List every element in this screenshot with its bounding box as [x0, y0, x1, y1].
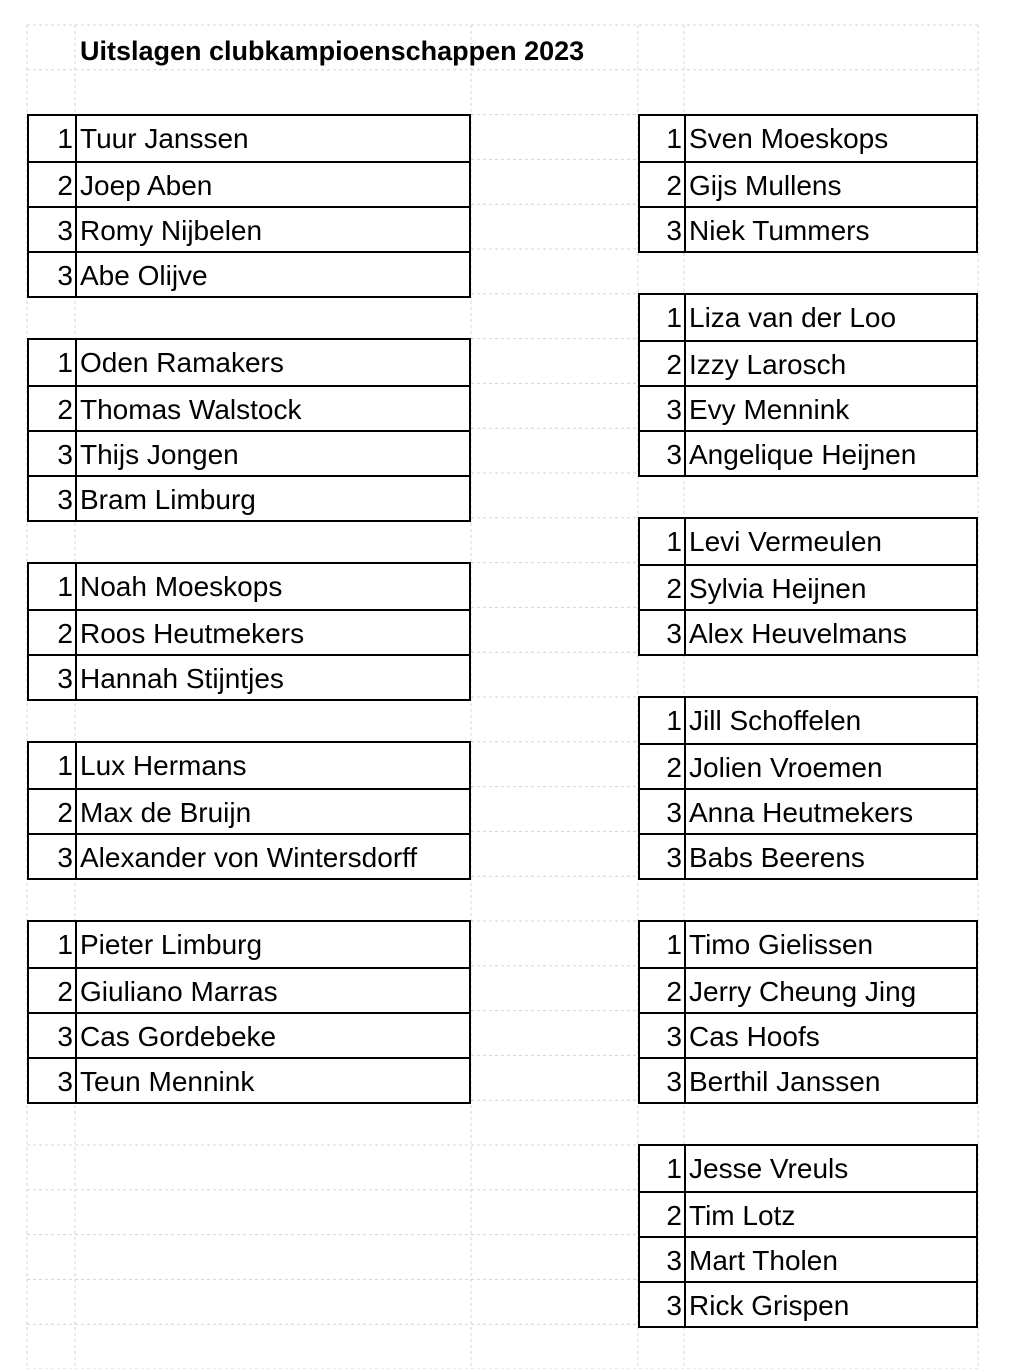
- result-row: [640, 385, 976, 430]
- player-name-cell: Angelique Heijnen: [689, 439, 917, 470]
- result-row: [29, 116, 469, 161]
- rank-cell: 2: [29, 969, 77, 1012]
- rank-cell: 3: [29, 656, 77, 699]
- player-name-cell: Gijs Mullens: [689, 170, 842, 201]
- rank-cell: 3: [640, 1283, 686, 1326]
- left-result-group: [27, 338, 471, 522]
- player-name-cell: Lux Hermans: [80, 750, 247, 781]
- rank-cell: 3: [29, 253, 77, 296]
- player-name-cell: Thomas Walstock: [80, 394, 302, 425]
- rank-cell: 3: [640, 1014, 686, 1057]
- right-result-group: [638, 1144, 978, 1328]
- left-result-group: [27, 920, 471, 1104]
- rank-cell: 3: [640, 611, 686, 654]
- rank-cell: 2: [640, 969, 686, 1012]
- right-result-group: [638, 696, 978, 880]
- result-row: [640, 967, 976, 1012]
- player-name-cell: Sylvia Heijnen: [689, 573, 867, 604]
- player-name-cell: Izzy Larosch: [689, 349, 847, 380]
- rank-cell: 2: [640, 163, 686, 206]
- result-row: [640, 788, 976, 833]
- result-row: [29, 206, 469, 251]
- player-name-cell: Cas Hoofs: [689, 1021, 820, 1052]
- right-result-group: [638, 114, 978, 253]
- rank-cell: 1: [640, 519, 686, 564]
- player-name-cell: Alex Heuvelmans: [689, 618, 907, 649]
- player-name-cell: Jill Schoffelen: [689, 705, 862, 736]
- left-result-group: [27, 562, 471, 701]
- rank-cell: 2: [29, 387, 77, 430]
- player-name-cell: Babs Beerens: [689, 842, 865, 873]
- result-row: [29, 475, 469, 520]
- rank-cell: 3: [640, 790, 686, 833]
- left-result-group: [27, 114, 471, 298]
- rank-cell: 1: [29, 743, 77, 788]
- result-row: [640, 206, 976, 251]
- rank-cell: 1: [640, 295, 686, 340]
- page-title: Uitslagen clubkampioenschappen 2023: [80, 36, 585, 66]
- result-row: [29, 743, 469, 788]
- player-name-cell: Tim Lotz: [689, 1200, 796, 1231]
- player-name-cell: Oden Ramakers: [80, 347, 284, 378]
- rank-cell: 3: [29, 432, 77, 475]
- player-name-cell: Joep Aben: [80, 170, 213, 201]
- result-row: [29, 564, 469, 609]
- player-name-cell: Roos Heutmekers: [80, 618, 305, 649]
- result-row: [640, 609, 976, 654]
- player-name-cell: Rick Grispen: [689, 1290, 850, 1321]
- result-row: [640, 564, 976, 609]
- result-row: [640, 1191, 976, 1236]
- player-name-cell: Pieter Limburg: [80, 929, 263, 960]
- rank-cell: 3: [29, 477, 77, 520]
- player-name-cell: Timo Gielissen: [689, 929, 874, 960]
- right-result-group: [638, 517, 978, 656]
- result-row: [640, 1236, 976, 1281]
- player-name-cell: Thijs Jongen: [80, 439, 239, 470]
- player-name-cell: Jerry Cheung Jing: [689, 976, 917, 1007]
- result-row: [29, 967, 469, 1012]
- rank-cell: 3: [640, 387, 686, 430]
- right-result-group: [638, 293, 978, 477]
- left-result-group: [27, 741, 471, 880]
- player-name-cell: Alexander von Wintersdorff: [80, 842, 418, 873]
- result-row: [29, 609, 469, 654]
- rank-cell: 2: [29, 611, 77, 654]
- player-name-cell: Bram Limburg: [80, 484, 256, 515]
- rank-cell: 3: [640, 835, 686, 878]
- rank-cell: 2: [29, 790, 77, 833]
- rank-cell: 1: [29, 564, 77, 609]
- rank-cell: 1: [640, 116, 686, 161]
- result-row: [640, 340, 976, 385]
- rank-cell: 1: [29, 116, 77, 161]
- result-row: [640, 698, 976, 743]
- player-name-cell: Liza van der Loo: [689, 302, 897, 333]
- rank-cell: 1: [640, 1146, 686, 1191]
- result-row: [29, 1057, 469, 1102]
- result-row: [640, 922, 976, 967]
- result-row: [640, 1057, 976, 1102]
- player-name-cell: Teun Mennink: [80, 1066, 255, 1097]
- rank-cell: 3: [29, 1014, 77, 1057]
- rank-cell: 2: [640, 1193, 686, 1236]
- rank-cell: 3: [29, 208, 77, 251]
- player-name-cell: Romy Nijbelen: [80, 215, 263, 246]
- result-row: [29, 385, 469, 430]
- rank-cell: 1: [640, 698, 686, 743]
- player-name-cell: Hannah Stijntjes: [80, 663, 284, 694]
- result-row: [640, 116, 976, 161]
- result-row: [29, 340, 469, 385]
- result-row: [29, 833, 469, 878]
- player-name-cell: Abe Olijve: [80, 260, 208, 291]
- result-row: [640, 1146, 976, 1191]
- right-result-group: [638, 920, 978, 1104]
- rank-cell: 2: [640, 342, 686, 385]
- rank-cell: 1: [640, 922, 686, 967]
- result-row: [640, 833, 976, 878]
- result-row: [29, 654, 469, 699]
- player-name-cell: Max de Bruijn: [80, 797, 252, 828]
- result-row: [640, 1281, 976, 1326]
- result-row: [640, 161, 976, 206]
- result-row: [29, 251, 469, 296]
- result-row: [29, 430, 469, 475]
- result-row: [640, 295, 976, 340]
- player-name-cell: Sven Moeskops: [689, 123, 889, 154]
- player-name-cell: Jesse Vreuls: [689, 1153, 849, 1184]
- rank-cell: 2: [640, 745, 686, 788]
- player-name-cell: Anna Heutmekers: [689, 797, 914, 828]
- player-name-cell: Noah Moeskops: [80, 571, 283, 602]
- player-name-cell: Mart Tholen: [689, 1245, 838, 1276]
- player-name-cell: Evy Mennink: [689, 394, 850, 425]
- player-name-cell: Cas Gordebeke: [80, 1021, 277, 1052]
- player-name-cell: Berthil Janssen: [689, 1066, 881, 1097]
- rank-cell: 2: [29, 163, 77, 206]
- result-row: [640, 519, 976, 564]
- rank-cell: 2: [640, 566, 686, 609]
- player-name-cell: Jolien Vroemen: [689, 752, 883, 783]
- result-row: [640, 743, 976, 788]
- result-row: [640, 430, 976, 475]
- result-row: [29, 922, 469, 967]
- result-row: [29, 161, 469, 206]
- result-row: [29, 788, 469, 833]
- rank-cell: 3: [640, 432, 686, 475]
- player-name-cell: Tuur Janssen: [80, 123, 249, 154]
- rank-cell: 1: [29, 922, 77, 967]
- rank-cell: 1: [29, 340, 77, 385]
- result-row: [29, 1012, 469, 1057]
- result-row: [640, 1012, 976, 1057]
- rank-cell: 3: [29, 1059, 77, 1102]
- rank-cell: 3: [640, 1238, 686, 1281]
- player-name-cell: Levi Vermeulen: [689, 526, 883, 557]
- player-name-cell: Giuliano Marras: [80, 976, 278, 1007]
- rank-cell: 3: [640, 208, 686, 251]
- rank-cell: 3: [640, 1059, 686, 1102]
- player-name-cell: Niek Tummers: [689, 215, 870, 246]
- rank-cell: 3: [29, 835, 77, 878]
